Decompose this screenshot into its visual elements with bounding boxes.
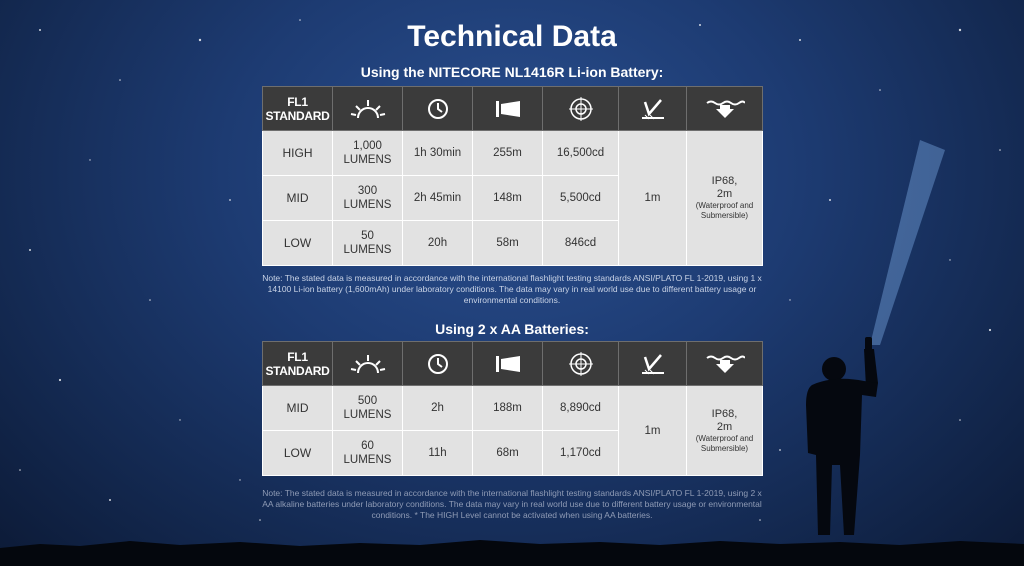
intensity-cell: 16,500cd xyxy=(543,131,619,176)
output-icon xyxy=(333,87,403,131)
distance-cell: 68m xyxy=(473,431,543,476)
output-icon xyxy=(333,342,403,386)
fl1-standard-label: FL1 STANDARD xyxy=(265,349,330,378)
impact-cell: 1m xyxy=(619,131,687,266)
fl1-standard-label: FL1 STANDARD xyxy=(265,94,330,123)
waterproof-cell xyxy=(687,131,763,266)
waterproof-icon xyxy=(687,342,763,386)
impact-resistance-icon xyxy=(619,342,687,386)
intensity-cell: 846cd xyxy=(543,221,619,266)
output-cell: 300 LUMENS xyxy=(333,176,403,221)
peak-intensity-icon xyxy=(543,87,619,131)
grass-ground xyxy=(0,526,1024,566)
person-silhouette xyxy=(790,335,900,545)
impact-resistance-icon xyxy=(619,87,687,131)
runtime-cell: 2h 45min xyxy=(403,176,473,221)
output-cell: 1,000 LUMENS xyxy=(333,131,403,176)
distance-cell: 148m xyxy=(473,176,543,221)
beam-distance-icon xyxy=(473,87,543,131)
intensity-cell: 5,500cd xyxy=(543,176,619,221)
mode-cell: MID xyxy=(263,386,333,431)
distance-cell: 255m xyxy=(473,131,543,176)
runtime-cell: 2h xyxy=(403,386,473,431)
ip-note: (Waterproof and Submersible) xyxy=(695,201,754,220)
mode-cell: HIGH xyxy=(263,131,333,176)
waterproof-icon xyxy=(687,87,763,131)
section2-note: Note: The stated data is measured in accordance with the international flashlight testing standards ANSI/PLATO FL 1-2019, using 2 x AA alkaline batteries under laboratory conditions. The data may vary in real world use due to different battery usage or environmental conditions. * The HIGH Level cannot be activated when using AA batteries. xyxy=(262,488,762,520)
output-cell: 500 LUMENS xyxy=(333,386,403,431)
section1-heading: Using the NITECORE NL1416R Li-ion Battery: xyxy=(360,64,664,80)
runtime-icon xyxy=(403,342,473,386)
impact-cell: 1m xyxy=(619,386,687,476)
ip-rating: IP68, 2m xyxy=(711,407,738,433)
spec-table-aa xyxy=(262,341,763,476)
ip-note: (Waterproof and Submersible) xyxy=(695,433,754,453)
beam-distance-icon xyxy=(473,342,543,386)
fl1-standard-header xyxy=(263,342,333,386)
mode-cell: MID xyxy=(263,176,333,221)
output-cell: 60 LUMENS xyxy=(333,431,403,476)
distance-cell: 188m xyxy=(473,386,543,431)
output-cell: 50 LUMENS xyxy=(333,221,403,266)
fl1-standard-header xyxy=(263,87,333,131)
runtime-cell: 11h xyxy=(403,431,473,476)
peak-intensity-icon xyxy=(543,342,619,386)
spec-table-li-ion xyxy=(262,86,763,266)
intensity-cell: 8,890cd xyxy=(543,386,619,431)
section1-note: Note: The stated data is measured in accordance with the international flashlight testing standards ANSI/PLATO FL 1-2019, using 1 x 14100 Li-ion battery (1,600mAh) under laboratory conditions. The data may vary in real world use due to different battery usage or environmental conditions. xyxy=(262,273,762,305)
section2-heading: Using 2 x AA Batteries: xyxy=(435,321,589,337)
runtime-icon xyxy=(403,87,473,131)
mode-cell: LOW xyxy=(263,431,333,476)
distance-cell: 58m xyxy=(473,221,543,266)
ip-rating: IP68, 2m xyxy=(711,175,738,200)
mode-cell: LOW xyxy=(263,221,333,266)
runtime-cell: 20h xyxy=(403,221,473,266)
runtime-cell: 1h 30min xyxy=(403,131,473,176)
page-title: Technical Data xyxy=(407,20,617,53)
waterproof-cell xyxy=(687,386,763,476)
intensity-cell: 1,170cd xyxy=(543,431,619,476)
